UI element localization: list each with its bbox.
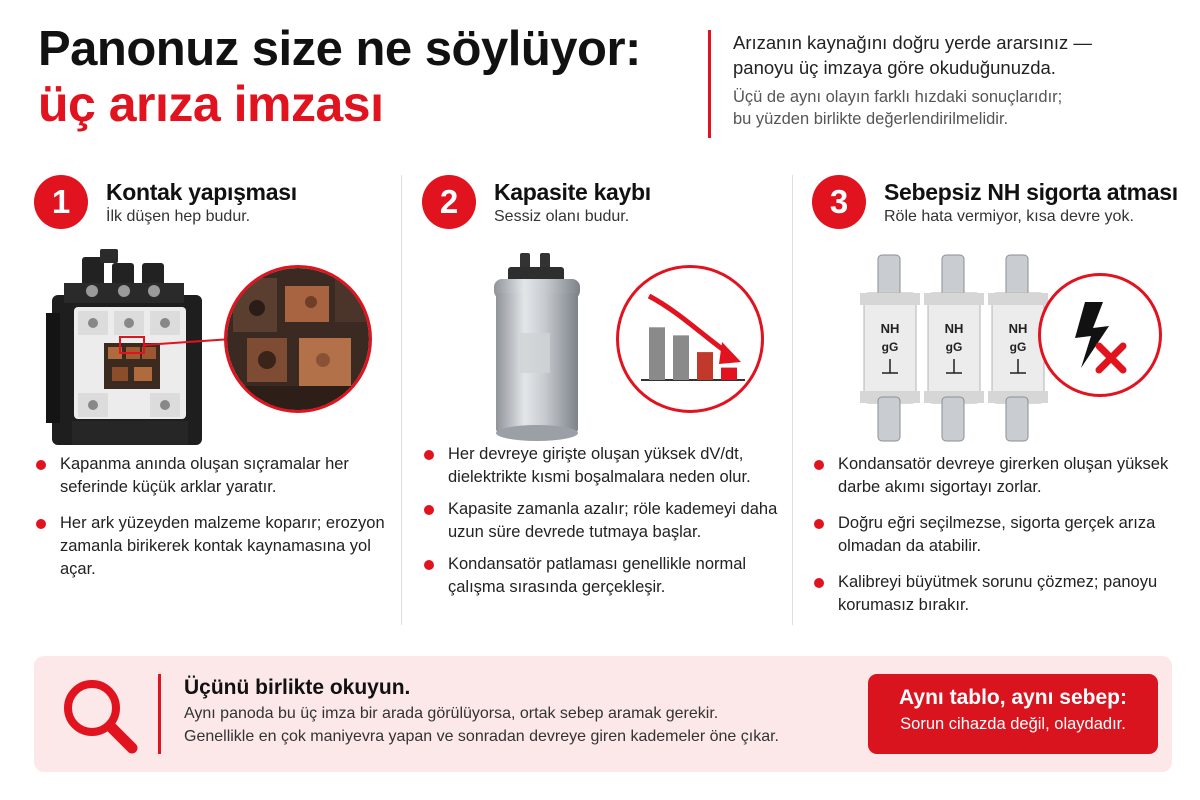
fuse-visual (812, 243, 1182, 453)
section-title: Kapasite kaybı (494, 179, 651, 205)
intro-strong-line-2: panoyu üç imzaya göre okuduğunuzda. (733, 57, 1056, 78)
title-line-1: Panonuz size ne söylüyor: (38, 22, 641, 76)
section-number-badge: 2 (422, 175, 476, 229)
bullet-item: Kapasite zamanla azalır; röle kademeyi daha uzun süre devrede tutmaya başlar. (422, 498, 794, 544)
trend-bar (649, 327, 665, 380)
magnifier-icon (54, 674, 144, 754)
bullet-item: Her ark yüzeyden malzeme koparır; erozyon zamanla birikerek kontak kaynamasına yol açar. (34, 512, 406, 581)
contactor-visual (34, 243, 404, 453)
capacitor-visual (422, 243, 792, 453)
trend-bar (721, 368, 737, 380)
section-capacitance-loss (422, 175, 792, 635)
intro-soft-text (733, 86, 1178, 130)
section-title: Kontak yapışması (106, 179, 297, 205)
contact-closeup-circle (224, 265, 372, 413)
trend-bar (673, 335, 689, 380)
section-nh-fuse-blowing (812, 175, 1182, 635)
nh-fuse (860, 255, 920, 441)
fuse-label-nh: NH (880, 321, 900, 336)
capacitor-image (478, 253, 618, 453)
intro-strong-line-1: Arızanın kaynağını doğru yerde ararsınız — (733, 32, 1092, 53)
section-heading (884, 178, 1178, 226)
intro-soft-line-2: bu yüzden birlikte değerlendirilmelidir. (733, 110, 1009, 128)
fuse-label-nh: NH (944, 321, 964, 336)
fuse-label-nh: NH (1008, 321, 1028, 336)
summary-banner (34, 656, 1172, 772)
section-heading (106, 178, 297, 226)
bullet-item: Kondansatör patlaması genellikle normal çalışma sırasında gerçekleşir. (422, 553, 794, 599)
bullet-item: Kapanma anında oluşan sıçramalar her seferinde küçük arklar yaratır. (34, 453, 406, 499)
nh-fuses-image (856, 247, 1056, 447)
bullet-item: Kondansatör devreye girerken oluşan yüksek darbe akımı sigortayı zorlar. (812, 453, 1184, 499)
intro-block (708, 30, 1178, 138)
bullet-list (812, 453, 1184, 630)
burnt-contacts-closeup (227, 268, 372, 413)
lightning-bolt-with-x-icon (1041, 276, 1159, 394)
section-heading (494, 178, 651, 226)
contactor-image (42, 243, 232, 453)
section-subtitle: İlk düşen hep budur. (106, 208, 251, 225)
conclusion-callout (868, 674, 1158, 754)
fault-circle (1038, 273, 1162, 397)
title-line-2: üç arıza imzası (38, 76, 384, 132)
fuse-label-gg: gG (945, 340, 963, 354)
banner-text (184, 676, 874, 748)
fuse-label-gg: gG (881, 340, 899, 354)
trend-bar (697, 352, 713, 380)
bullet-list (34, 453, 406, 594)
declining-bar-chart-icon (619, 268, 764, 413)
section-subtitle: Sessiz olanı budur. (494, 208, 630, 225)
nh-fuse (924, 255, 984, 441)
callout-subtitle: Sorun cihazda değil, olaydadır. (900, 715, 1126, 733)
banner-line-1: Aynı panoda bu üç imza bir arada görülüyorsa, ortak sebep aramak gerekir. (184, 705, 719, 722)
section-number-badge: 1 (34, 175, 88, 229)
banner-line-2: Genellikle en çok maniyevra yapan ve sonradan devreye giren kademeler öne çıkar. (184, 728, 779, 745)
callout-title: Aynı tablo, aynı sebep: (899, 686, 1127, 709)
page-title (38, 22, 678, 132)
bullet-item: Her devreye girişte oluşan yüksek dV/dt, dielektrikte kısmi boşalmalara neden olur. (422, 443, 794, 489)
section-number-badge: 3 (812, 175, 866, 229)
intro-soft-line-1: Üçü de aynı olayın farklı hızdaki sonuçlarıdır; (733, 88, 1063, 106)
section-subtitle: Röle hata vermiyor, kısa devre yok. (884, 208, 1134, 225)
banner-title: Üçünü birlikte okuyun. (184, 676, 411, 699)
bullet-item: Doğru eğri seçilmezse, sigorta gerçek arıza olmadan da atabilir. (812, 512, 1184, 558)
banner-divider (158, 674, 161, 754)
trend-circle (616, 265, 764, 413)
section-contact-welding (34, 175, 404, 635)
fuse-label-gg: gG (1009, 340, 1027, 354)
bullet-list (422, 443, 794, 608)
bullet-item: Kalibreyi büyütmek sorunu çözmez; panoyu korumasız bırakır. (812, 571, 1184, 617)
section-title: Sebepsiz NH sigorta atması (884, 179, 1178, 205)
